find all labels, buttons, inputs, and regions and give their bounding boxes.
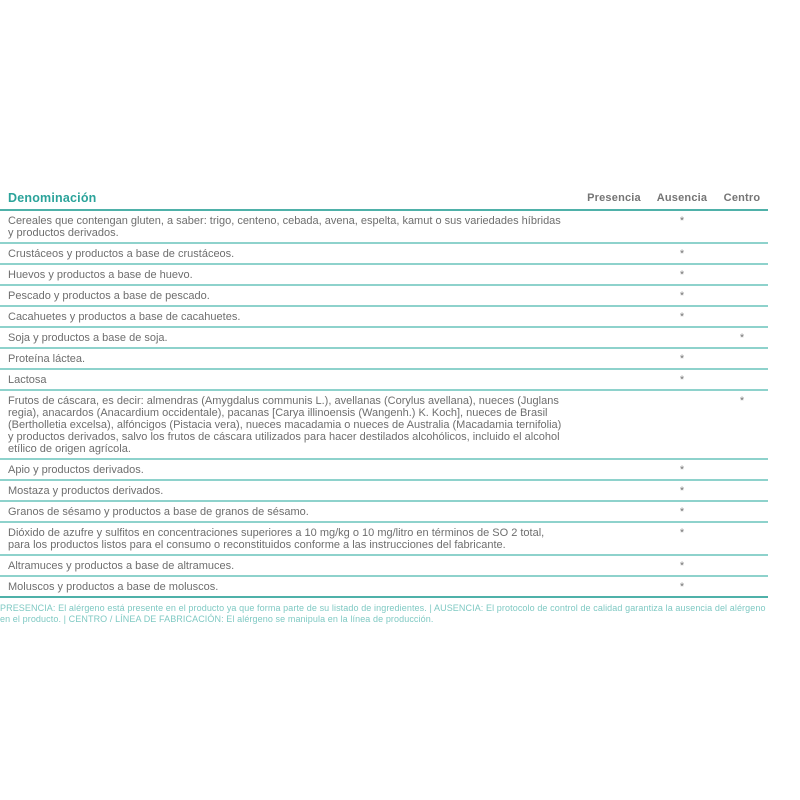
allergen-name: Soja y productos a base de soja. <box>8 332 168 344</box>
allergen-name: Cereales que contengan gluten, a saber: trigo, centeno, cebada, avena, espelta, kamut o sus variedades híbridas y productos derivados. <box>8 215 561 239</box>
allergen-name: Frutos de cáscara, es decir: almendras (Amygdalus communis L.), avellanas (Corylus avellana), nueces (Juglans regia), anacardos (Anacardium occidentale), pacanas [Carya illinoensis (Wangenh.) K. Koch], nueces de Brasil (Bertholletia excelsa), alfóncigos (Pistacia vera), nueces macadamia o nueces de Australia (Macadamia ternifolia) y productos derivados, salvo los frutos de cáscara utilizados para hacer destilados alcohólicos, incluido el alcohol etílico de origen agrícola. <box>8 395 562 455</box>
table-row <box>0 211 768 244</box>
centro-mark: * <box>739 395 745 407</box>
ausencia-mark: * <box>679 560 685 572</box>
presencia-mark <box>580 460 648 479</box>
allergen-name: Mostaza y productos derivados. <box>8 485 164 497</box>
centro-mark <box>716 481 768 500</box>
table-row <box>0 307 768 328</box>
presencia-mark <box>580 523 648 554</box>
table-row <box>0 349 768 370</box>
presencia-mark <box>580 286 648 305</box>
ausencia-mark: * <box>679 527 685 539</box>
centro-mark <box>716 307 768 326</box>
ausencia-mark <box>648 391 716 458</box>
centro-mark <box>716 577 768 596</box>
centro-mark <box>716 460 768 479</box>
table-row <box>0 481 768 502</box>
allergen-name: Moluscos y productos a base de moluscos. <box>8 581 219 593</box>
ausencia-mark: * <box>679 485 685 497</box>
table-row <box>0 370 768 391</box>
presencia-mark <box>580 577 648 596</box>
table-row <box>0 265 768 286</box>
centro-mark <box>716 244 768 263</box>
table-body <box>0 211 768 598</box>
centro-mark: * <box>739 332 745 344</box>
allergen-name: Huevos y productos a base de huevo. <box>8 269 193 281</box>
allergen-table <box>0 188 768 598</box>
allergen-name: Crustáceos y productos a base de crustáceos. <box>8 248 235 260</box>
table-header-row <box>0 188 768 211</box>
table-row <box>0 577 768 598</box>
presencia-mark <box>580 244 648 263</box>
legend-text: PRESENCIA: El alérgeno está presente en el producto ya que forma parte de su listado de ingredientes. | AUSENCIA: El protocolo de control de calidad garantiza la ausencia del alérgeno en el producto. | CENTRO / LÍNEA DE FABRICACIÓN: El alérgeno se manipula en la línea de producción. <box>0 603 766 624</box>
presencia-mark <box>580 556 648 575</box>
table-row <box>0 556 768 577</box>
table-row <box>0 286 768 307</box>
allergen-info-section <box>0 188 800 625</box>
allergen-name: Proteína láctea. <box>8 353 86 365</box>
table-row <box>0 244 768 265</box>
allergen-name: Pescado y productos a base de pescado. <box>8 290 210 302</box>
column-header-denominacion: Denominación <box>8 191 97 205</box>
allergen-name: Granos de sésamo y productos a base de granos de sésamo. <box>8 506 309 518</box>
presencia-mark <box>580 265 648 284</box>
presencia-mark <box>580 391 648 458</box>
table-row <box>0 502 768 523</box>
centro-mark <box>716 265 768 284</box>
ausencia-mark: * <box>679 374 685 386</box>
allergen-name: Altramuces y productos a base de altramuces. <box>8 560 235 572</box>
centro-mark <box>716 349 768 368</box>
presencia-mark <box>580 211 648 242</box>
table-row <box>0 391 768 460</box>
centro-mark <box>716 370 768 389</box>
table-row <box>0 523 768 556</box>
ausencia-mark: * <box>679 353 685 365</box>
allergen-name: Cacahuetes y productos a base de cacahuetes. <box>8 311 241 323</box>
allergen-name: Lactosa <box>8 374 47 386</box>
allergen-name: Dióxido de azufre y sulfitos en concentraciones superiores a 10 mg/kg o 10 mg/litro en términos de SO 2 total, para los productos listos para el consumo o reconstituidos conforme a las instrucciones del fabricante. <box>8 527 545 551</box>
ausencia-mark: * <box>679 581 685 593</box>
column-header-ausencia: Ausencia <box>656 192 708 204</box>
table-row <box>0 328 768 349</box>
table-row <box>0 460 768 481</box>
column-header-centro: Centro <box>723 192 761 204</box>
presencia-mark <box>580 502 648 521</box>
ausencia-mark: * <box>679 464 685 476</box>
centro-mark <box>716 556 768 575</box>
ausencia-mark: * <box>679 290 685 302</box>
ausencia-mark <box>648 328 716 347</box>
ausencia-mark: * <box>679 269 685 281</box>
ausencia-mark: * <box>679 506 685 518</box>
presencia-mark <box>580 307 648 326</box>
centro-mark <box>716 286 768 305</box>
column-header-presencia: Presencia <box>587 192 641 204</box>
presencia-mark <box>580 481 648 500</box>
ausencia-mark: * <box>679 248 685 260</box>
presencia-mark <box>580 328 648 347</box>
presencia-mark <box>580 370 648 389</box>
allergen-name: Apio y productos derivados. <box>8 464 144 476</box>
presencia-mark <box>580 349 648 368</box>
centro-mark <box>716 211 768 242</box>
centro-mark <box>716 502 768 521</box>
ausencia-mark: * <box>679 311 685 323</box>
centro-mark <box>716 523 768 554</box>
ausencia-mark: * <box>679 215 685 227</box>
